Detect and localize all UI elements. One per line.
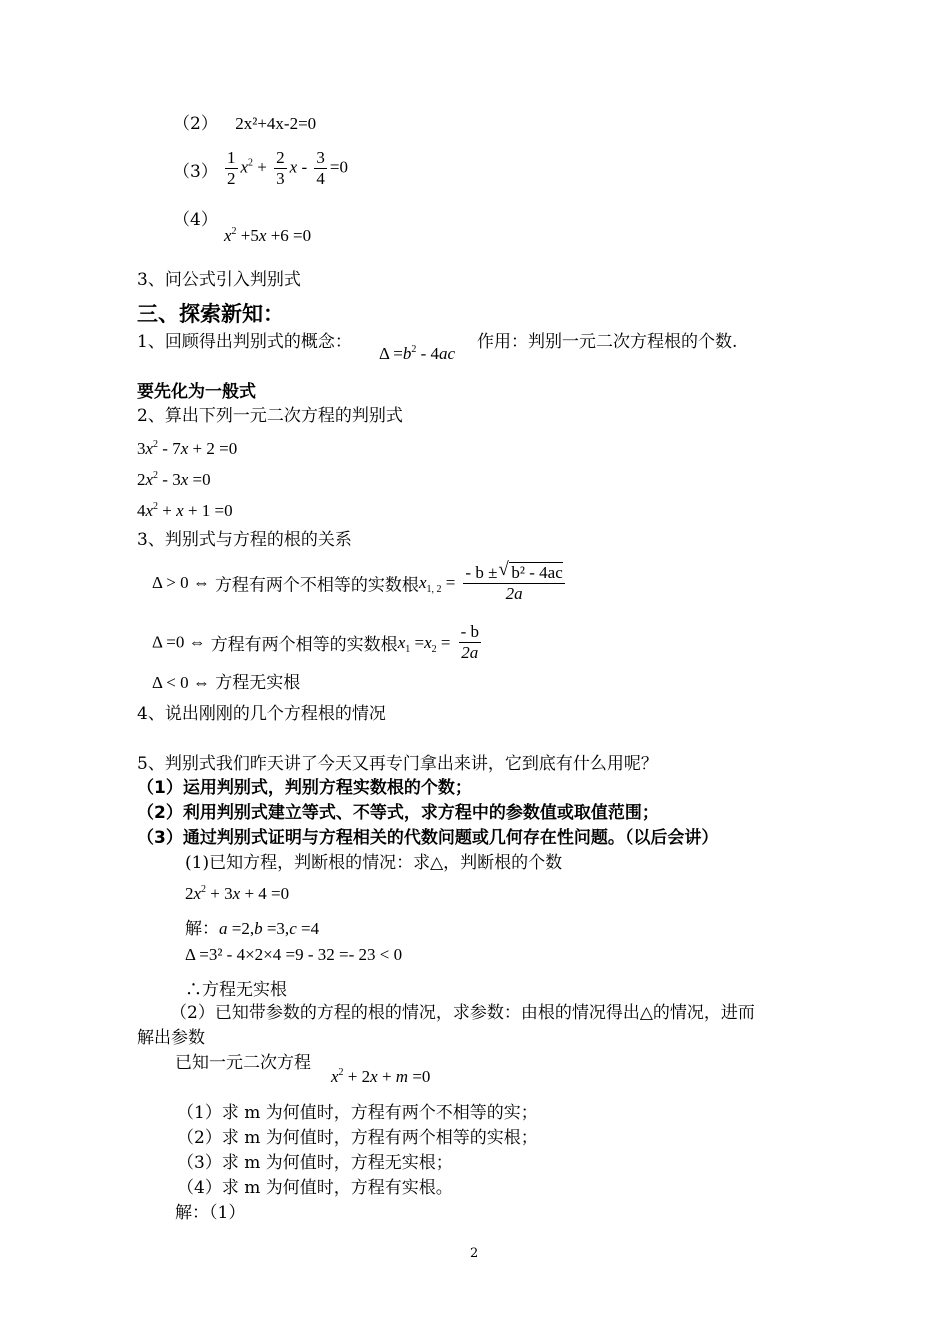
example-1-conclusion: ∴方程无实根 (185, 980, 287, 999)
review-item-2 (173, 114, 316, 134)
step-5-text: 5、判别式我们昨天讲了今天又再专门拿出来讲，它到底有什么用呢？ (137, 754, 658, 774)
relation-positive: Δ > 0 ⇔ 方程有两个不相等的实数根$x_{1, 2}$ = $\frac{\text{- b ±√ b² - 4ac}}{2a}$ (152, 562, 568, 604)
review-item-4-equation: $x^2 +5x +6 =0$ (224, 226, 312, 245)
question-1: （1）求 m 为何值时，方程有两个不相等的实； (177, 1103, 538, 1123)
relation-negative: Δ < 0 ⇔ 方程无实根 (152, 673, 301, 693)
page-number: 2 (470, 1246, 479, 1261)
relation-zero: Δ =0 ⇔ 方程有两个相等的实数根$x_1 =x_2$ = $\frac{- b}{2a}$ (152, 622, 479, 662)
example-1-coefficients: 解：a =2,b =3,c =4 (185, 919, 320, 938)
review-item-3-label: （3） (173, 162, 218, 182)
equation-a: $3x^2 - 7x + 2 =0$ (137, 439, 238, 458)
use-3: （3）通过判别式证明与方程相关的代数问题或几何存在性问题。（以后会讲） (137, 828, 719, 848)
example-2-intro-line1: （2）已知带参数的方程的根的情况，求参数：由根的情况得出△的情况，进而 (170, 1003, 755, 1023)
question-3: （3）求 m 为何值时，方程无实根； (177, 1153, 453, 1173)
review-item-4-label: （4） (173, 210, 218, 230)
step-3-text: 3、问公式引入判别式 (137, 270, 301, 290)
equation-c: $4x^2 + x + 1 =0$ (137, 501, 233, 520)
example-2-given-text: 已知一元二次方程 (175, 1053, 311, 1073)
answer-start: 解：（1） (175, 1203, 246, 1223)
discriminant-role-text: 作用：判别一元二次方程根的个数. (477, 332, 738, 352)
step-4-text: 4、说出刚刚的几个方程根的情况 (137, 704, 386, 724)
discriminant-concept-text: 1、回顾得出判别式的概念： (137, 332, 352, 352)
use-2: （2）利用判别式建立等式、不等式，求方程中的参数值或取值范围； (137, 803, 659, 823)
example-1-intro: (1)已知方程，判断根的情况：求△，判断根的个数 (185, 853, 563, 873)
example-1-delta: Δ =3² - 4×2×4 =9 - 32 =- 23 < 0 (185, 945, 403, 964)
general-form-note: 要先化为一般式 (137, 382, 256, 402)
compute-discriminants-text: 2、算出下列一元二次方程的判别式 (137, 406, 403, 426)
review-item-3-equation: $\frac{1}{2}$ $x^2$ + $\frac{2}{3}$ x - $\frac{3}{4}$ =0 (227, 148, 348, 188)
discriminant-formula: $\Delta =b^2 - 4ac$ (379, 344, 456, 363)
item-label: （2） (173, 114, 218, 134)
example-2-intro-line2: 解出参数 (137, 1028, 205, 1048)
example-1-equation: $2x^2 + 3x + 4 =0$ (185, 884, 290, 903)
relation-heading: 3、判别式与方程的根的关系 (137, 530, 352, 550)
equation: 2x²+4x-2=0 (235, 114, 317, 133)
question-4: （4）求 m 为何值时，方程有实根。 (177, 1178, 453, 1198)
example-2-equation: $x^2 + 2x + m =0$ (331, 1067, 431, 1086)
section-heading: 三、探索新知： (137, 302, 284, 326)
question-2: （2）求 m 为何值时，方程有两个相等的实根； (177, 1128, 538, 1148)
equation-b: $2x^2 - 3x =0$ (137, 470, 211, 489)
use-1: （1）运用判别式，判别方程实数根的个数； (137, 778, 472, 798)
